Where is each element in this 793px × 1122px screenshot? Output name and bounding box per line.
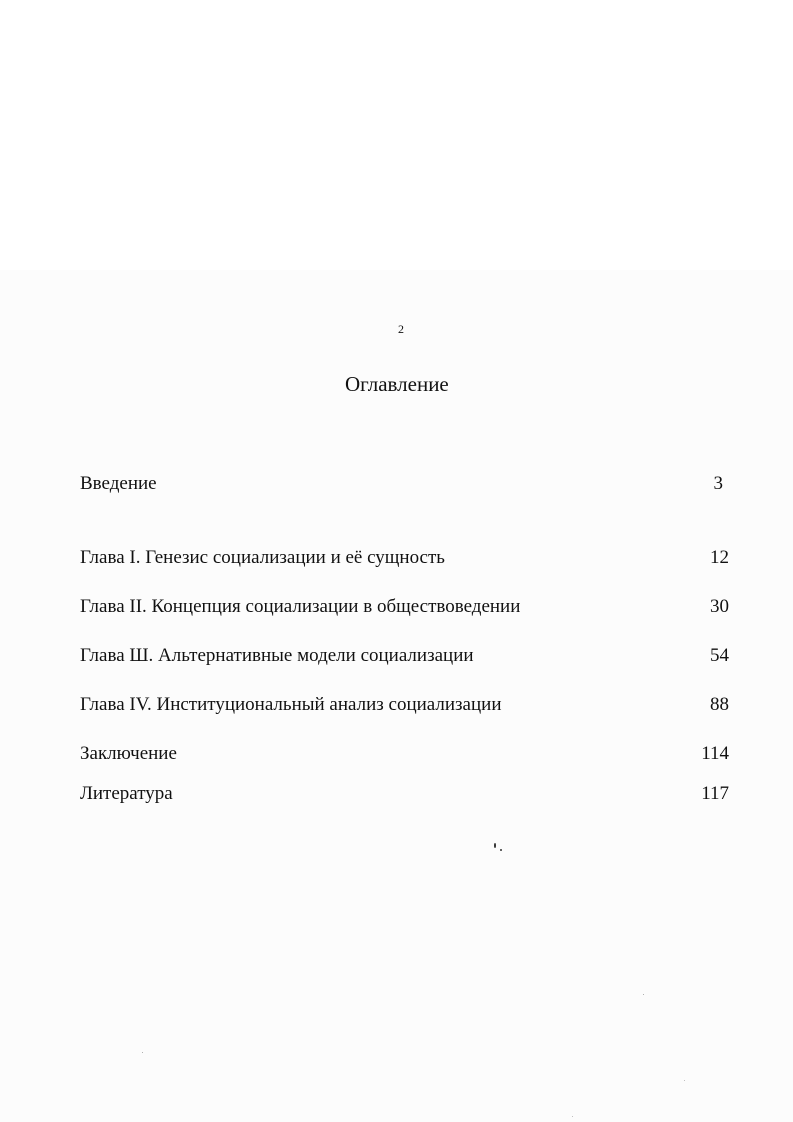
scan-speck [494,843,496,848]
scan-speck [572,1116,573,1117]
toc-entry-literature [80,782,729,806]
toc-entry-chapter-2 [80,595,729,619]
toc-entry-page: 3 [713,473,723,494]
toc-entry-page: 117 [701,783,729,804]
toc-entry-label: Глава I. Генезис социализации и её сущность [80,547,445,568]
toc-entry-chapter-1 [80,546,729,570]
toc-entry-introduction [80,472,729,496]
scan-speck [684,1080,685,1081]
scan-speck [643,994,644,995]
scan-speck [500,849,502,851]
scan-speck [142,1052,143,1053]
toc-entry-page: 12 [710,547,729,568]
toc-entry-chapter-4 [80,693,729,717]
toc-entry-label: Введение [80,473,157,494]
page-number: 2 [398,322,404,336]
toc-entry-page: 30 [710,596,729,617]
toc-entry-conclusion [80,742,729,766]
toc-entry-page: 114 [701,743,729,764]
toc-entry-page: 54 [710,645,729,666]
toc-title: Оглавление [345,372,449,396]
toc-entry-label: Глава IV. Институциональный анализ социализации [80,694,502,715]
toc-entry-page: 88 [710,694,729,715]
toc-entry-label: Глава II. Концепция социализации в обществоведении [80,596,521,617]
toc-entry-label: Литература [80,783,173,804]
toc-entry-label: Заключение [80,743,177,764]
toc-entry-label: Глава Ш. Альтернативные модели социализации [80,645,474,666]
toc-entry-chapter-3 [80,644,729,668]
